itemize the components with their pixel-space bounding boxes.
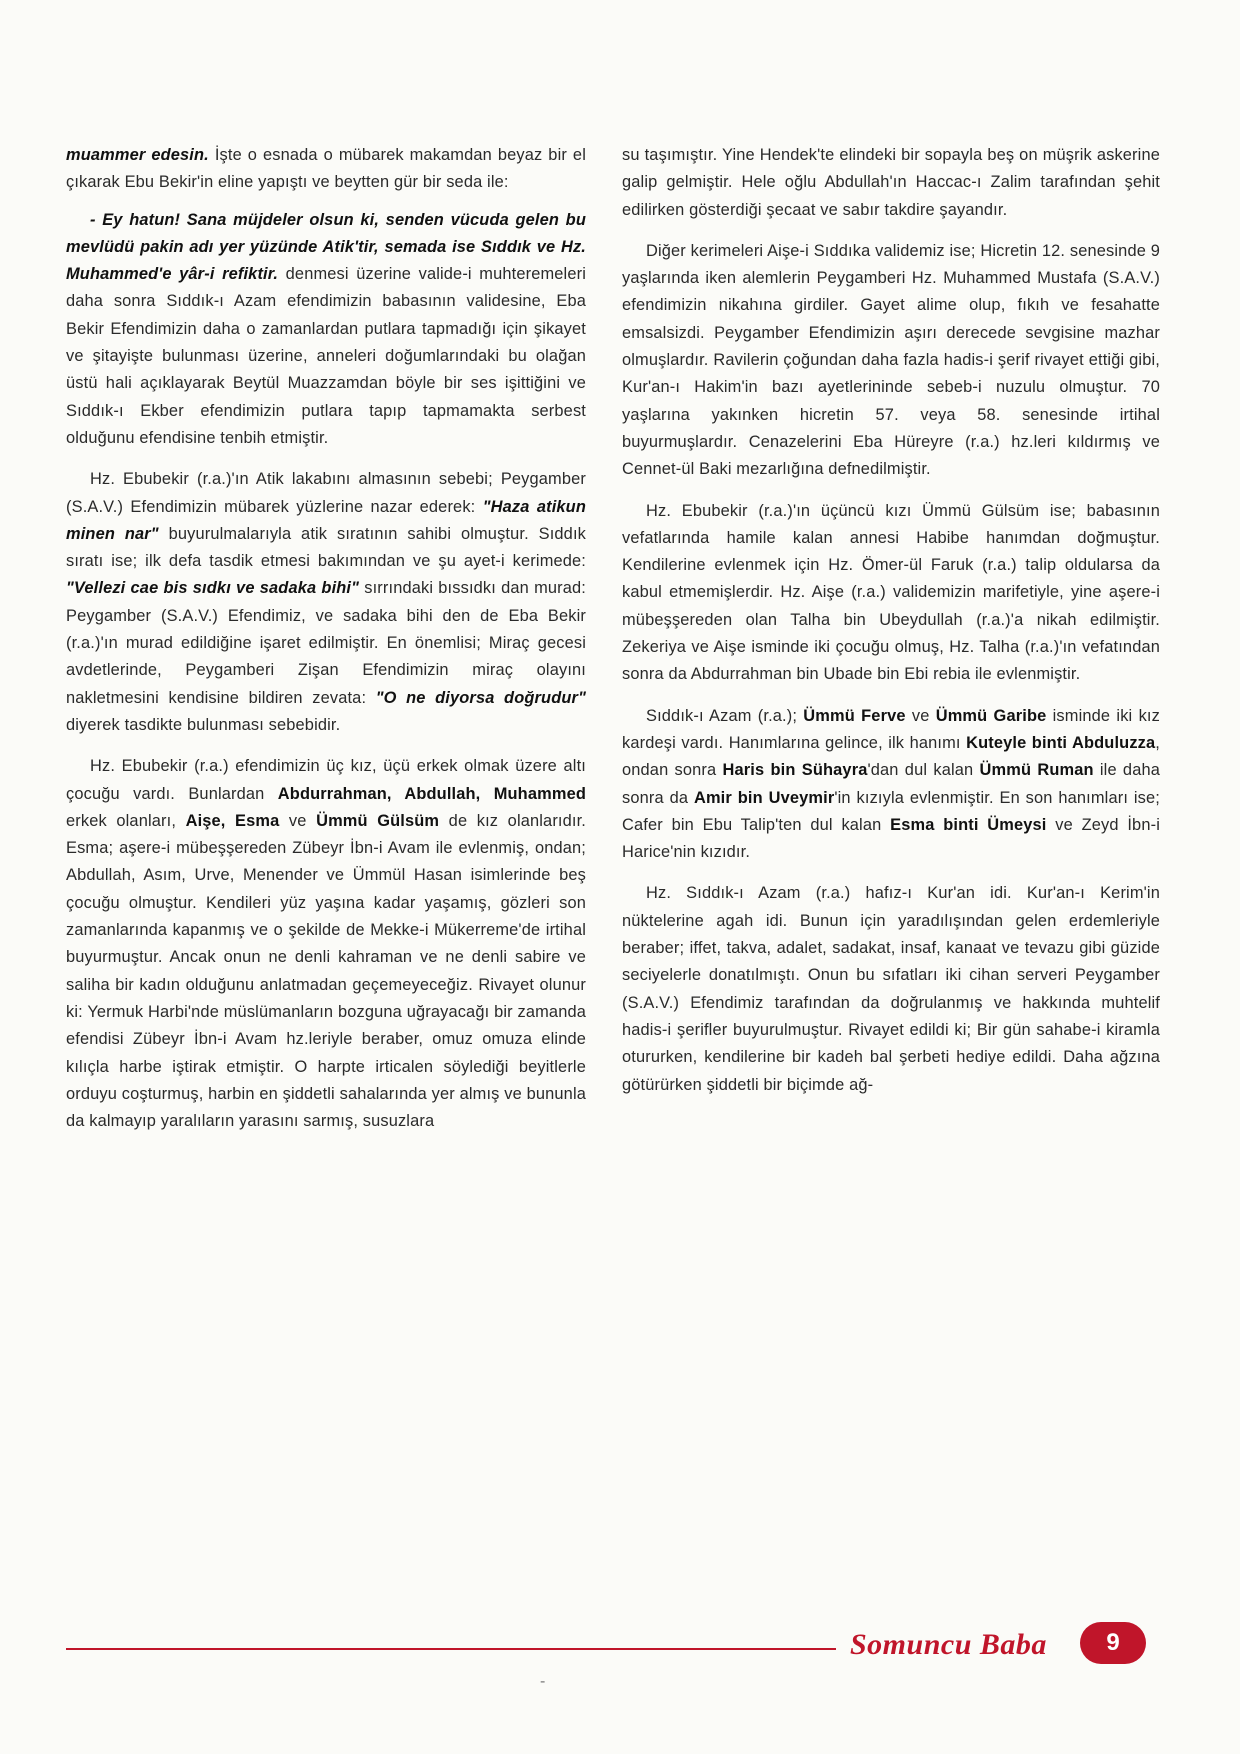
- paragraph: [622, 703, 1160, 867]
- body-text: 'in kızıyla evlenmiştir. En son hanımları ise; Cafer bin Ebu Talip'ten dul kalan: [622, 788, 1160, 834]
- bold-text: Ümmü Ferve: [803, 706, 906, 725]
- bold-text: Haris bin Sühayra: [722, 761, 868, 780]
- bold-italic-text: "O ne diyorsa doğrudur": [375, 688, 586, 707]
- paragraph: Hz. Sıddık-ı Azam (r.a.) hafız-ı Kur'an idi. Kur'an-ı Kerim'in nüktelerine agah idi. Bunun için yaradılışından gelen erdemleriyle beraber; iffet, takva, adalet, sadakat, insaf, kanaat ve tevazu gibi güzide seciyelerle donatılmıştı. Onun bu sıfatları iki cihan serveri Peygamber (S.A.V.) Efendimiz tarafından da doğrulanmış ve hakkında muhtelif hadis-i şerifler buyurulmuştur. Rivayet edildi ki; Bir gün sahabe-i kiramla otururken, kendilerine bir kadeh bal şerbeti hediye edildi. Daha ağzına götürürken şiddetli bir biçimde ağ-: [622, 884, 1160, 1094]
- paragraph: [66, 207, 586, 453]
- right-column: [622, 142, 1160, 1099]
- bold-italic-text: muammer edesin.: [66, 146, 209, 164]
- paragraph: Diğer kerimeleri Aişe-i Sıddıka validemiz ise; Hicretin 12. senesinde 9 yaşlarında iken alemlerin Peygamberi Hz. Muhammed Mustafa (S.A.V.) efendimizin nikahına girdiler. Gayet alime olup, fıkıh ve fesahatte emsalsizdi. Peygamber Efendimizin aşırı derecede sevgisine mazhar olmuşlardır. Ravilerin çoğundan daha fazla hadis-i şerif rivayet ettiği gibi, Kur'an-ı Hakim'in bazı ayetlerininde sebeb-i nuzulu olmuştur. 70 yaşlarına yakınken hicretin 57. veya 58. senesinde irtihal buyurmuşlardır. Cenazelerini Eba Hüreyre (r.a.) hz.leri kıldırmış ve Cennet-ül Baki mezarlığına defnedilmiştir.: [622, 241, 1160, 479]
- body-text: , ondan sonra: [622, 733, 1160, 780]
- body-text: de kız olanlarıdır. Esma; aşere-i mübeşşereden Zübeyr İbn-i Avam ile evlenmiş, ondan; Abdullah, Asım, Urve, Menender ve Ümmül Hasan isimlerinde beş çocuğu olmuştur. Kendileri yüz yaşına kadar yaşamış, gözleri son zamanlarında kapanmış ve o şekilde de Mekke-i Mükerreme'de irtihal buyurmuştur. Ancak onun ne denli kahraman ve ne denli sabire ve saliha bir kadın olduğunu anlatmadan geçemeyeceğiz. Rivayet olunur ki: Yermuk Harbi'nde müslümanların bozguna uğrayacağı bir zamanda efendisi Zübeyr İbn-i Avam hz.leriyle beraber, omuz omuza elinde kılıçla harbe iştirak etmiştir. O harpte irticalen söylediği beyitlerle orduyu coşturmuş, harbin en şiddetli sahalarında yer almış ve bununla da kalmayıp yaralıların yarasını sarmış, susuzlara: [66, 811, 587, 1131]
- body-text: İşte o esnada o mübarek makamdan beyaz bir el çıkarak Ebu Bekir'in eline yapıştı ve beytten gür bir seda ile:: [66, 146, 586, 192]
- footer-rule: [66, 1648, 836, 1650]
- body-text: isminde iki kız kardeşi vardı. Hanımlarına gelince, ilk hanımı: [622, 706, 1160, 752]
- body-text: denmesi üzerine valide-i muhteremeleri daha sonra Sıddık-ı Azam efendimizin babasının validesine, Eba Bekir Efendimizin daha o zamanlardan putlara tapmadığı için şikayet ve şitayişte bulunması üzerine, anneleri doğumlarındaki bu olağan üstü hali açıklayarak Beytül Muazzamdan böyle bir ses işittiğini ve Sıddık-ı Ekber efendimizin putlara tapıp tapmamakta serbest olduğunu efendisine tenbih etmiştir.: [66, 265, 586, 447]
- body-text: diyerek tasdikte bulunması sebebidir.: [66, 715, 341, 734]
- body-text: ve: [279, 811, 317, 830]
- bold-text: Amir bin Uveymir: [693, 788, 835, 807]
- body-text: sırrındaki bıssıdkı dan murad: Peygamber (S.A.V.) Efendimiz, ve sadaka bihi den de Eba Bekir (r.a.)'ın murad edildiğine işaret edilmiştir. En önemlisi; Miraç gecesi avdetlerinde, Peygamberi Zişan Efendimizin miraç olayını nakletmesini kendisine bildiren zevata:: [66, 579, 587, 707]
- bold-italic-text: - Ey hatun! Sana müjdeler olsun ki, senden vücuda gelen bu mevlüdü pakin adı yer yüzünde Atik'tir, semada ise Sıddık ve Hz. Muhammed'e yâr-i refiktir.: [66, 210, 586, 284]
- bold-text: Kuteyle binti Abduluzza: [966, 733, 1156, 752]
- left-column: [66, 142, 586, 1135]
- paragraph: su taşımıştır. Yine Hendek'te elindeki bir sopayla beş on müşrik askerine galip gelmiştir. Hele oğlu Abdullah'ın Haccac-ı Zalim tarafından şehit edilirken gösterdiği şecaat ve sabır takdire şayandır.: [622, 146, 1160, 219]
- bold-text: Aişe, Esma: [185, 811, 280, 830]
- body-text: erkek olanları,: [66, 811, 186, 830]
- paragraph: Hz. Ebubekir (r.a.)'ın üçüncü kızı Ümmü Gülsüm ise; babasının vefatlarında hamile kalan annesi Habibe hanımdan doğmuştur. Kendilerine evlenmek için Hz. Ömer-ül Faruk (r.a.) talip oldularsa da kabul etmemişlerdir. Hz. Aişe (r.a.) validemizin marifetiyle, yine aşere-i mübeşşereden olan Talha bin Ubeydullah (r.a.)'a nikah edilmiştir. Zekeriya ve Aişe isminde iki çocuğu olmuş, Hz. Talha (r.a.)'ın vefatından sonra da Abdurrahman bin Ubade bin Ebi rebia ile evlenmiştir.: [622, 501, 1160, 684]
- magazine-brand: Somuncu Baba: [850, 1628, 1047, 1661]
- body-text: ve: [905, 706, 936, 725]
- page-mark: -: [540, 1673, 546, 1690]
- body-text: Sıddık-ı Azam (r.a.);: [646, 706, 804, 725]
- bold-text: Ümmü Gülsüm: [316, 811, 440, 830]
- body-text: Hz. Ebubekir (r.a.) efendimizin üç kız, üçü erkek olmak üzere altı çocuğu vardı. Bunlardan: [66, 757, 586, 803]
- body-text: buyurulmalarıyla atik sıratının sahibi olmuştur. Sıddık sıratı ise; ilk defa tasdik etmesi bakımından ve şu ayet-i kerimede:: [66, 524, 586, 571]
- bold-text: Esma binti Ümeysi: [890, 815, 1047, 834]
- bold-text: Abdurrahman, Abdullah, Muhammed: [277, 784, 586, 803]
- paragraph: [66, 466, 586, 739]
- body-text: ve Zeyd İbn-i Harice'nin kızıdır.: [622, 815, 1160, 862]
- page-number-badge: 9: [1080, 1622, 1146, 1664]
- body-text: Hz. Ebubekir (r.a.)'ın Atik lakabını almasının sebebi; Peygamber (S.A.V.) Efendimizin mübarek yüzlerine nazar ederek:: [66, 470, 586, 516]
- paragraph: [66, 142, 586, 197]
- bold-italic-text: "Haza atikun minen nar": [66, 497, 587, 543]
- body-text: 'dan dul kalan: [867, 761, 980, 780]
- bold-italic-text: "Vellezi cae bis sıdkı ve sadaka bihi": [66, 579, 360, 598]
- bold-text: Ümmü Ruman: [979, 761, 1094, 780]
- bold-text: Ümmü Garibe: [935, 706, 1047, 725]
- paragraph: [66, 753, 586, 1135]
- body-text: ile daha sonra da: [622, 761, 1160, 807]
